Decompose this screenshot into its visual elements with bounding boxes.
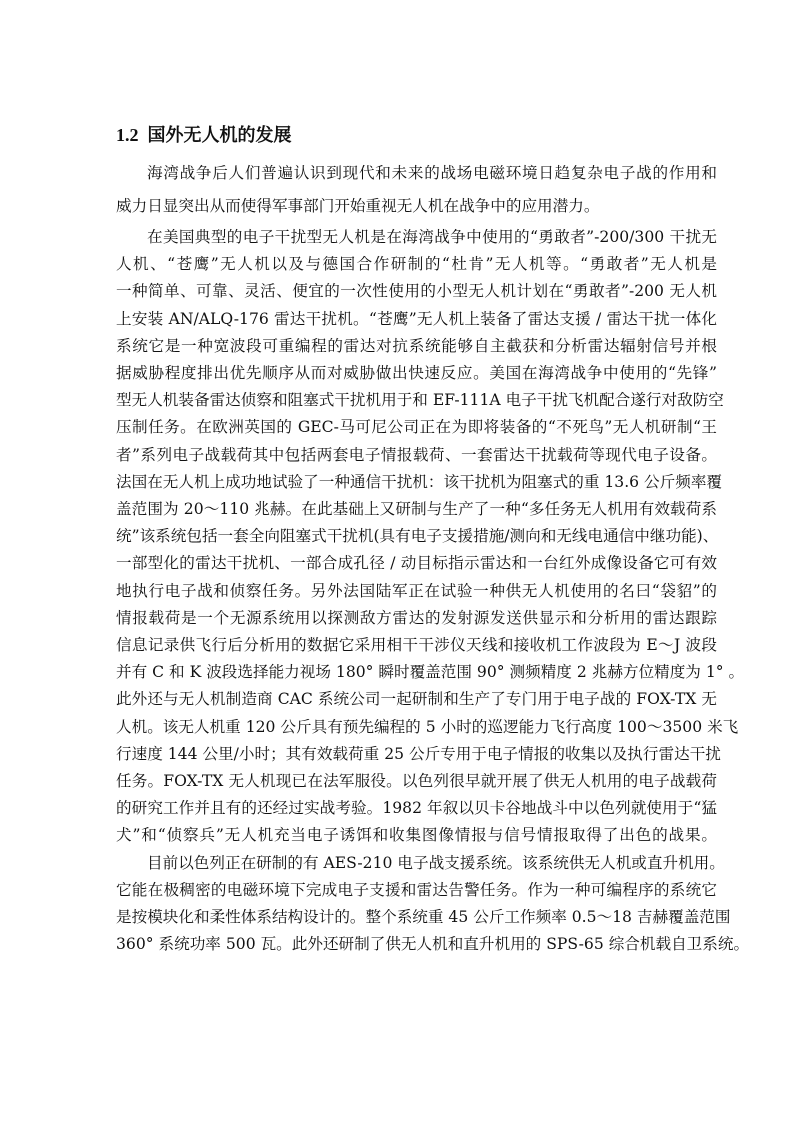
text-line: 盖范围为 20～110 兆赫。在此基础上又研制与生产了一种“多任务无人机用有效载荷系 [116,500,717,518]
text-line: 信息记录供飞行后分析用的数据它采用相干干涉仪天线和接收机工作波段为 E～J 波段 [116,636,717,654]
text-line: 情报载荷是一个无源系统用以探测敌方雷达的发射源发送供显示和分析用的雷达跟踪 [116,608,717,627]
text-line: 威力日显突出从而使得军事部门开始重视无人机在战争中的应用潜力。 [116,197,600,215]
text-line: 一种简单、可靠、灵活、便宜的一次性使用的小型无人机计划在“勇敢者”-200 无人机 [116,282,717,301]
text-line: 的研究工作并且有的还经过实战考验。1982 年叙以贝卡谷地战斗中以色列就使用于“猛 [116,799,717,818]
text-line: 系统它是一种宽波段可重编程的雷达对抗系统能够自主截获和分析雷达辐射信号并根 [116,336,717,355]
text-line: 人机。该无人机重 120 公斤具有预先编程的 5 小时的巡逻能力飞行高度 100～3500 米飞 [116,717,739,736]
text-line: 法国在无人机上成功地试验了一种通信干扰机：该干扰机为阻塞式的重 13.6 公斤频率覆 [116,472,723,491]
text-line: 海湾战争后人们普遍认识到现代和未来的战场电磁环境日趋复杂电子战的作用和 [147,164,717,182]
text-line: 此外还与无人机制造商 CAC 系统公司一起研制和生产了专门用于电子战的 FOX-TX 无 [116,690,717,709]
text-line: 任务。FOX-TX 无人机现已在法军服役。以色列很早就开展了供无人机用的电子战载荷 [116,772,717,790]
text-line: 据威胁程度排出优先顺序从而对威胁做出快速反应。美国在海湾战争中使用的“先锋” [116,364,717,382]
section-heading [116,121,292,147]
text-line: 型无人机装备雷达侦察和阻塞式干扰机用于和 EF-111A 电子干扰飞机配合遂行对敌防空 [116,391,724,410]
text-line: 人机、“苍鹰”无人机以及与德国合作研制的“杜肯”无人机等。“勇敢者”无人机是 [116,255,717,274]
text-line: 地执行电子战和侦察任务。另外法国陆军正在试验一种供无人机使用的名曰“袋貂”的 [116,581,717,600]
text-line: 统”该系统包括一套全向阻塞式干扰机(具有电子支援措施/测向和无线电通信中继功能)、 [116,527,719,546]
text-line: 一部型化的雷达干扰机、一部合成孔径 / 动目标指示雷达和一台红外成像设备它可有效 [116,554,717,573]
text-line: 压制任务。在欧洲英国的 GEC-马可尼公司正在为即将装备的“不死鸟”无人机研制“王 [116,418,717,437]
text-line: 是按模块化和柔性体系结构设计的。整个系统重 45 公斤工作频率 0.5～18 吉赫覆盖范围 [116,908,731,926]
text-line: 行速度 144 公里/小时；其有效载荷重 25 公斤专用于电子情报的收集以及执行雷达干扰 [116,744,721,763]
text-line: 在美国典型的电子干扰型无人机是在海湾战争中使用的“勇敢者”-200/300 干扰无 [147,228,717,246]
text-line: 并有 C 和 K 波段选择能力视场 180° 瞬时覆盖范围 90° 测频精度 2 兆赫方位精度为 1° 。 [116,663,745,682]
section-number: 1.2 [116,125,139,145]
text-line: 360° 系统功率 500 瓦。此外还研制了供无人机和直升机用的 SPS-65 综合机载自卫系统。 [116,935,750,954]
text-line: 者”系列电子战载荷其中包括两套电子情报载荷、一套雷达干扰载荷等现代电子设备。 [116,445,717,464]
text-line: 犬”和“侦察兵”无人机充当电子诱饵和收集图像情报与信号情报取得了出色的战果。 [116,826,717,845]
text-line: 它能在极稠密的电磁环境下完成电子支援和雷达告警任务。作为一种可编程序的系统它 [116,880,717,899]
section-title: 国外无人机的发展 [147,125,292,145]
text-line: 目前以色列正在研制的有 AES-210 电子战支援系统。该系统供无人机或直升机用。 [147,853,725,872]
text-line: 上安装 AN/ALQ-176 雷达干扰机。“苍鹰”无人机上装备了雷达支援 / 雷达干扰一体化 [116,309,717,328]
